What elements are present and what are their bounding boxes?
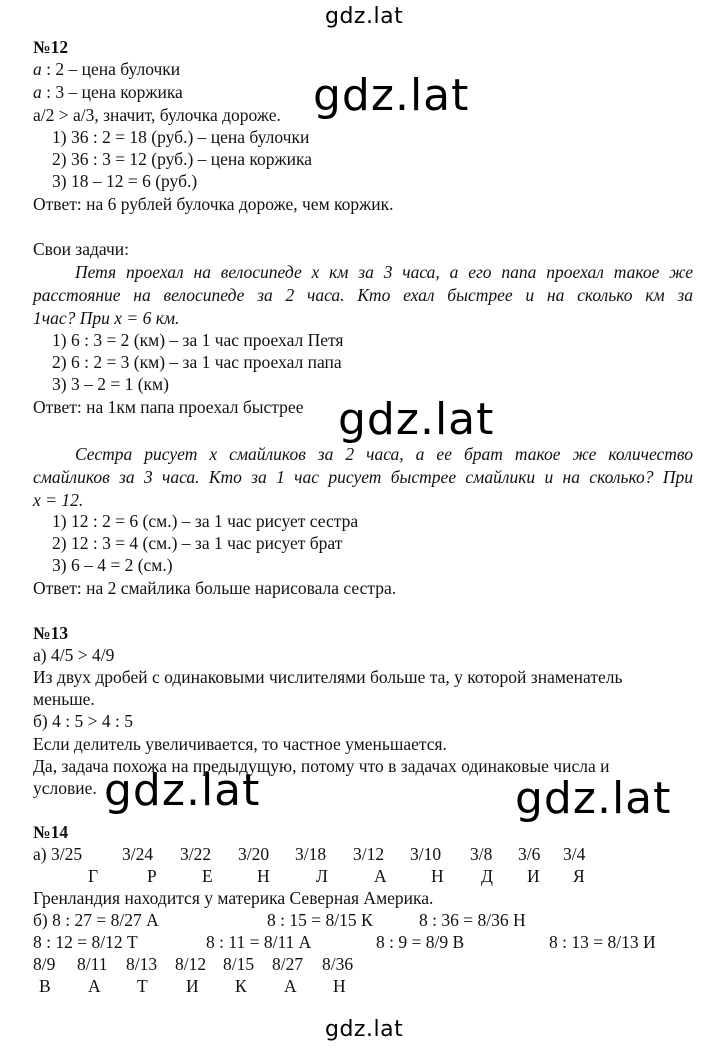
n12-line-2: a : 3 – цена коржика [33,82,183,102]
letter-cell: Т [137,976,148,996]
n13-a: а) 4/5 > 4/9 [33,645,115,665]
heading-12: №12 [33,37,69,57]
watermark-1: gdz.lat [313,70,470,121]
p1-step-1: 1) 6 : 3 = 2 (км) – за 1 час проехал Петя [52,330,344,350]
division-cell: 8 : 15 = 8/15 К [267,910,373,930]
fraction-cell: 3/12 [353,844,385,864]
n13-a-expl-1: Из двух дробей с одинаковыми числителями больше та, у которой знаменатель [33,667,623,687]
p2-step-3: 3) 6 – 4 = 2 (см.) [52,555,173,575]
letter-cell: Н [431,866,444,886]
fraction-cell: 8/12 [175,954,207,974]
p1-step-2: 2) 6 : 2 = 3 (км) – за 1 час проехал папа [52,352,342,372]
letter-cell: А [88,976,101,996]
n12-answer: Ответ: на 6 рублей булочка дороже, чем коржик. [33,194,394,214]
fraction-cell: 8/13 [126,954,158,974]
letter-cell: Е [202,866,213,886]
heading-14: №14 [33,822,69,842]
fraction-cell: 8/27 [272,954,304,974]
n12-step-3: 3) 18 – 12 = 6 (руб.) [52,171,198,191]
p2-step-2: 2) 12 : 3 = 4 (см.) – за 1 час рисует брат [52,533,343,553]
letter-cell: К [235,976,247,996]
fraction-cell: 3/4 [563,844,586,864]
letter-cell: И [186,976,199,996]
letter-cell: Я [573,866,585,886]
heading-13: №13 [33,623,69,643]
division-cell: 8 : 11 = 8/11 А [206,932,312,952]
letter-cell: Р [147,866,157,886]
fraction-cell: 3/22 [180,844,212,864]
watermark-3: gdz.lat [104,765,261,816]
fraction-cell: 8/11 [77,954,108,974]
letter-cell: А [284,976,297,996]
fraction-cell: 8/36 [322,954,354,974]
problem-2-text: Сестра рисует x смайликов за 2 часа, а ее брат такое же количество смайликов за 3 часа. Кто за 1 час рисует быстрее смайлики и на сколько? При x = 12. [33,444,693,510]
letter-cell: И [527,866,540,886]
fraction-cell: 3/18 [295,844,327,864]
division-cell: 8 : 12 = 8/12 Т [33,932,138,952]
division-cell: 8 : 36 = 8/36 Н [419,910,526,930]
n13-c-1: Да, задача похожа на предыдущую, потому что в задачах одинаковые числа и [33,756,610,776]
letter-cell: Л [316,866,328,886]
division-cell: б) 8 : 27 = 8/27 А [33,910,159,930]
n13-a-expl-2: меньше. [33,689,95,709]
n12-step-2: 2) 36 : 3 = 12 (руб.) – цена коржика [52,149,312,169]
n13-b-expl: Если делитель увеличивается, то частное уменьшается. [33,734,447,754]
fraction-cell: 3/6 [518,844,541,864]
fraction-cell: 3/10 [410,844,442,864]
p2-answer: Ответ: на 2 смайлика больше нарисовала сестра. [33,578,397,598]
n13-c-2: условие. [33,778,97,798]
letter-cell: Д [481,866,493,886]
greenland-sentence: Гренландия находится у материка Северная Америка. [33,888,434,908]
letter-cell: Н [333,976,346,996]
letter-cell: А [374,866,387,886]
division-cell: 8 : 9 = 8/9 В [376,932,465,952]
fraction-cell: 3/20 [238,844,270,864]
fraction-cell: а) 3/25 [33,844,83,864]
fraction-cell: 8/9 [33,954,56,974]
n13-b: б) 4 : 5 > 4 : 5 [33,711,133,731]
p1-step-3: 3) 3 – 2 = 1 (км) [52,374,169,394]
problem-1-text: Петя проехал на велосипеде x км за 3 часа, а его папа проехал такое же расстояние на велосипеде за 2 часа. Кто ехал быстрее и на сколько км за 1час? При x = 6 км. [33,262,693,328]
n12-line-3: a/2 > a/3, значит, булочка дороже. [33,105,281,125]
letter-cell: В [39,976,51,996]
p2-step-1: 1) 12 : 2 = 6 (см.) – за 1 час рисует сестра [52,511,359,531]
watermark-bottom: gdz.lat [325,1017,404,1042]
fraction-cell: 3/24 [122,844,154,864]
watermark-2: gdz.lat [338,394,495,445]
p1-answer: Ответ: на 1км папа проехал быстрее [33,397,304,417]
watermark-4: gdz.lat [515,773,672,824]
division-cell: 8 : 13 = 8/13 И [549,932,656,952]
letter-cell: Н [257,866,270,886]
fraction-cell: 8/15 [223,954,255,974]
n12-line-1: a : 2 – цена булочки [33,59,181,79]
watermark-top: gdz.lat [325,4,404,29]
fraction-cell: 3/8 [470,844,493,864]
n12-step-1: 1) 36 : 2 = 18 (руб.) – цена булочки [52,127,310,147]
letter-cell: Г [88,866,99,886]
own-tasks-label: Свои задачи: [33,239,129,259]
